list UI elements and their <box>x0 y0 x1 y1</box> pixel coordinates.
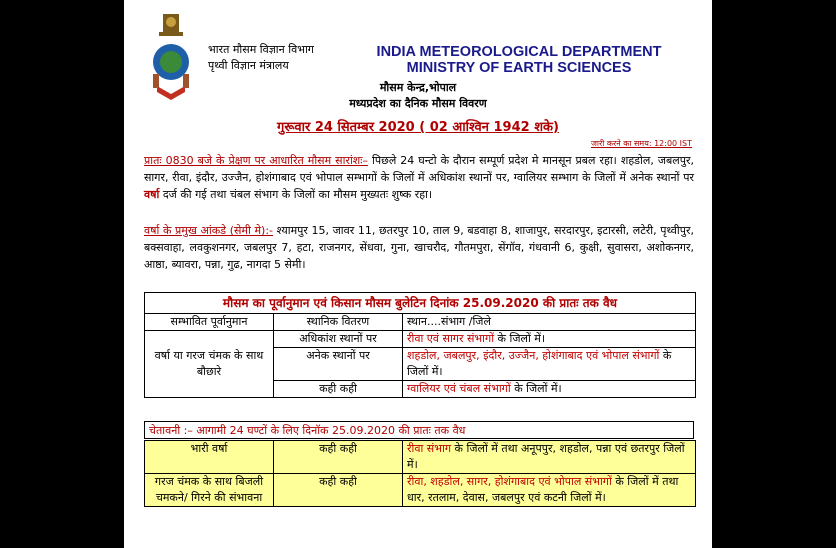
event-cell: गरज चंमक के साथ बिजली चमकने/ गिरने की संभावना <box>145 474 274 507</box>
header-cell: सम्भावित पूर्वानुमान <box>145 314 274 331</box>
org-english-line1: INDIA METEOROLOGICAL DEPARTMENT <box>376 44 662 60</box>
org-hindi <box>208 42 314 74</box>
date-line: गुरूवार 24 सितम्बर 2020 ( 02 आश्विन 1942 शके) <box>277 120 559 135</box>
summary-heading: प्रातः 0830 बजे के प्रेक्षण पर आधारित मौसम सारांशः– <box>144 154 369 167</box>
org-english-line2: MINISTRY OF EARTH SCIENCES <box>406 60 632 76</box>
bulletin-page <box>124 0 712 548</box>
event-cell: भारी वर्षा <box>145 441 274 474</box>
distribution-cell: कही कही <box>274 474 403 507</box>
summary-text-a: पिछले 24 घन्टो के दौरान सम्पूर्ण प्रदेश मे मानसून प्रबल रहा। शहडोल, जबलपुर, सागर, रीवा, इंदौर, उज्जैन, होशंगाबाद एवं भोपाल सम्भागों के जिलों में अधिकांश स्थानों पर, ग्वालियर सम्भाग के जिलों में अनेक स्थानों पर <box>144 154 694 184</box>
table-row <box>145 331 696 348</box>
place-cell: रीवा, शहडोल, सागर, होशंगाबाद एवं भोपाल संभागों के जिलों में तथा धार, रतलाम, देवास, जबलपुर एवं कटनी जिलों में। <box>403 474 696 507</box>
rainfall-data <box>144 222 694 273</box>
warning-title: चेतावनी :– आगामी 24 घण्टों के लिए दिनॉक 25.09.2020 की प्रातः तक वैध <box>144 421 694 439</box>
rainfall-text: श्यामपुर 15, जावर 11, छतरपुर 10, ताल 9, बडवाहा 8, शाजापुर, सरदारपुर, इटारसी, लटेरी, पृथ्वीपुर, बक्सवाहा, लवकुशनगर, जबलपुर 7, हटा, राजनगर, सेंधवा, गुना, खाचरौद, गौतमपुरा, सेंगॉव, गंधवानी 6, कुक्षी, सुवासरा, अशोकनगर, आष्ठा, ब्यावरा, पन्ना, गुढ, नागदा 5 सेमी। <box>144 224 694 271</box>
table-header-row <box>145 314 696 331</box>
phenomenon-cell: वर्षा या गरज चंमक के साथ बौछारे <box>145 331 274 398</box>
place-cell: रीवा संभाग के जिलों में तथा अनूपपुर, शहडोल, पन्ना एवं छतरपुर जिलों में। <box>403 441 696 474</box>
rainfall-heading: वर्षा के प्रमुख आंकडे (सेमी मे):- <box>144 224 274 237</box>
summary-text-b: दर्ज की गई तथा चंबल संभाग के जिलों का मौसम मुख्यतः शुष्क रहा। <box>159 188 433 201</box>
warning-table <box>144 440 696 507</box>
report-title: मध्यप्रदेश का दैनिक मौसम विवरण <box>349 97 487 110</box>
weather-summary <box>144 152 694 203</box>
table-row <box>145 474 696 507</box>
place-cell: ग्वालियर एवं चंबल संभागों के जिलों में। <box>403 381 696 398</box>
header-cell: स्थान....संभाग /जिले <box>403 314 696 331</box>
distribution-cell: कही कही <box>274 381 403 398</box>
org-hindi-line2: पृथ्वी विज्ञान मंत्रालय <box>208 59 289 72</box>
distribution-cell: अधिकांश स्थानों पर <box>274 331 403 348</box>
place-cell: रीवा एवं सागर संभागों के जिलों में। <box>403 331 696 348</box>
place-cell: शहडोल, जबलपुर, इंदौर, उज्जैन, होशंगाबाद एवं भोपाल संभागों के जिलों में। <box>403 348 696 381</box>
table-row <box>145 441 696 474</box>
distribution-cell: कही कही <box>274 441 403 474</box>
forecast-title: मौसम का पूर्वानुमान एवं किसान मौसम बुलेटिन दिनांक 25.09.2020 की प्रातः तक वैध <box>144 292 696 314</box>
centre-title: मौसम केन्द्र,भोपाल <box>379 81 457 94</box>
distribution-cell: अनेक स्थानों पर <box>274 348 403 381</box>
header-cell: स्थानिक वितरण <box>274 314 403 331</box>
release-time: जारी करने का समय: 12:00 IST <box>590 139 692 148</box>
org-english <box>369 44 669 76</box>
summary-bold-word: वर्षा <box>144 188 160 201</box>
org-hindi-line1: भारत मौसम विज्ञान विभाग <box>208 43 314 56</box>
forecast-table <box>144 313 696 398</box>
